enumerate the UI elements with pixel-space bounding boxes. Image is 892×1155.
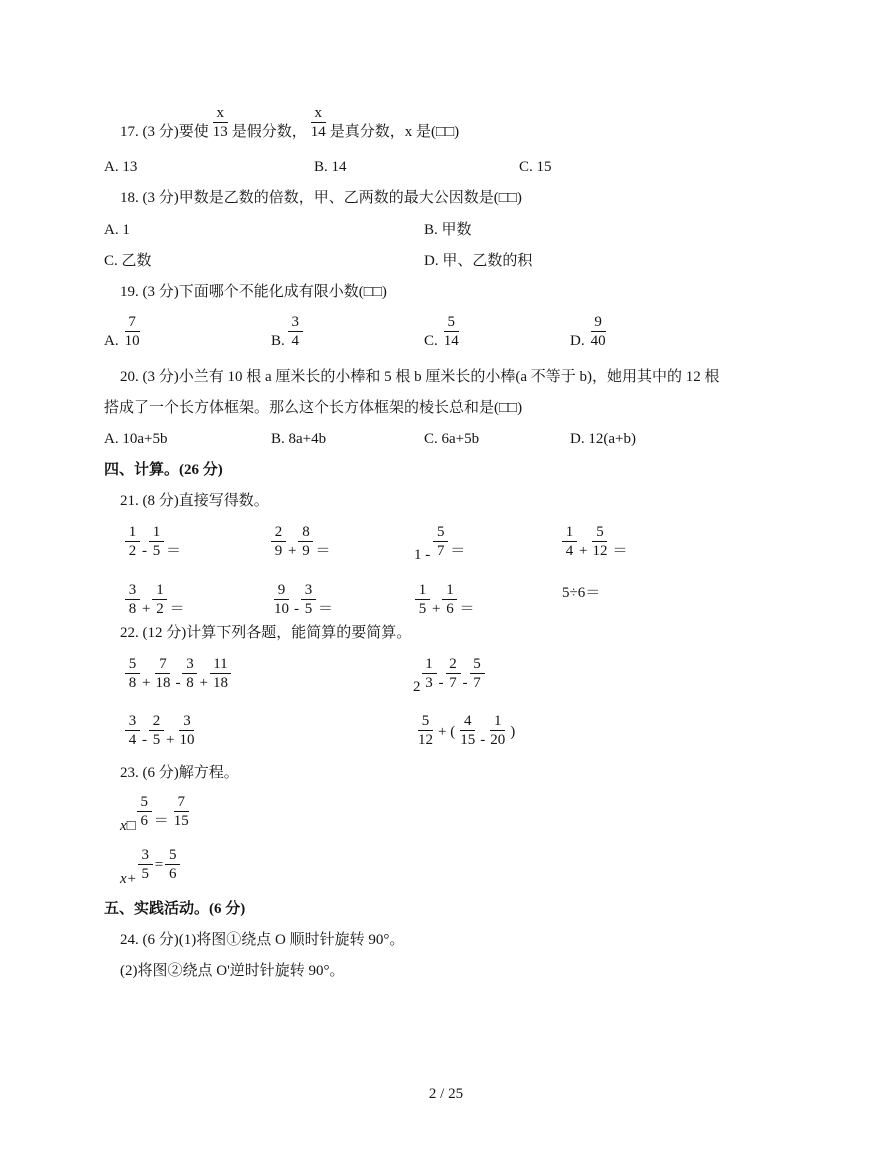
operator: + xyxy=(432,601,441,617)
q22-expression-2 xyxy=(413,655,486,695)
fraction-numerator: 5 xyxy=(418,712,433,731)
operator: + xyxy=(579,543,588,559)
question-20-stem-line-2: 搭成了一个长方体框架。那么这个长方体框架的棱长总和是(□□) xyxy=(104,400,523,416)
operator: + ( xyxy=(438,724,456,740)
fraction xyxy=(415,712,436,749)
fraction xyxy=(457,712,478,749)
q21-expression-6 xyxy=(270,581,334,618)
fraction xyxy=(446,655,461,692)
fraction xyxy=(441,313,462,350)
question-24-part-1: 24. (6 分)(1)将图①绕点 O 顺时针旋转 90°。 xyxy=(120,932,405,948)
fraction xyxy=(165,846,180,883)
question-20-option-b: B. 8a+4b xyxy=(271,431,327,447)
fraction-numerator: 3 xyxy=(125,712,140,731)
question-19-stem: 19. (3 分)下面哪个不能化成有限小数(□□) xyxy=(120,284,387,300)
fraction-denominator: 15 xyxy=(460,732,476,748)
fraction-numerator: 1 xyxy=(415,581,430,600)
fraction-denominator: 7 xyxy=(437,543,445,559)
question-17-option-b: B. 14 xyxy=(314,159,347,175)
fraction xyxy=(210,655,231,692)
question-18-option-c: C. 乙数 xyxy=(104,253,152,269)
q23-equation-1 xyxy=(120,793,193,834)
fraction-numerator: 5 xyxy=(444,313,459,332)
operator: - xyxy=(480,732,486,748)
fraction-numerator: 9 xyxy=(274,581,289,600)
fraction-numerator: 3 xyxy=(125,581,140,600)
section-4-heading: 四、计算。(26 分) xyxy=(104,462,223,478)
fraction-denominator: 3 xyxy=(425,675,433,691)
fraction-numerator: 5 xyxy=(470,655,485,674)
fraction-numerator: 5 xyxy=(137,793,152,812)
fraction-numerator: 5 xyxy=(433,523,448,542)
operator: - xyxy=(142,732,147,748)
fraction xyxy=(298,523,313,560)
question-18-option-b: B. 甲数 xyxy=(424,222,472,238)
fraction-denominator: 15 xyxy=(173,813,189,829)
question-19-option-c xyxy=(424,313,463,350)
fraction-numerator: 1 xyxy=(149,523,164,542)
fraction-denominator: 2 xyxy=(156,601,164,617)
fraction-numerator: 4 xyxy=(460,712,475,731)
fraction-denominator: 14 xyxy=(310,124,326,140)
fraction-denominator: 7 xyxy=(449,675,457,691)
question-18-option-a: A. 1 xyxy=(104,222,130,238)
fraction-numerator: 8 xyxy=(298,523,313,542)
fraction-numerator: 9 xyxy=(591,313,606,332)
fraction-numerator: x xyxy=(213,104,228,123)
option-label: D. xyxy=(570,333,585,349)
fraction-denominator: 8 xyxy=(128,675,137,691)
fraction-numerator: 3 xyxy=(179,712,194,731)
q21-expression-8: 5÷6＝ xyxy=(562,585,601,601)
fraction-denominator: 6 xyxy=(140,813,148,829)
fraction-denominator: 6 xyxy=(446,601,454,617)
fraction-numerator: 3 xyxy=(138,846,153,865)
fraction-numerator: 1 xyxy=(490,712,505,731)
question-20-stem-line-1: 20. (3 分)小兰有 10 根 a 厘米长的小棒和 5 根 b 厘米长的小棒(a 不等于 b)，她用其中的 12 根 xyxy=(120,369,720,385)
equals-sign: ＝ xyxy=(612,543,628,559)
fraction-numerator: 5 xyxy=(592,523,607,542)
fraction-denominator: 10 xyxy=(274,601,289,617)
fraction-denominator: 18 xyxy=(155,675,171,691)
fraction xyxy=(487,712,508,749)
option-label: B. xyxy=(271,333,285,349)
fraction-denominator: 4 xyxy=(565,543,574,559)
fraction xyxy=(271,523,286,560)
question-19-option-a xyxy=(104,313,144,350)
fraction xyxy=(152,655,173,692)
fraction-numerator: 7 xyxy=(174,793,189,812)
fraction xyxy=(288,313,303,350)
fraction xyxy=(125,523,140,560)
fraction-numerator: 11 xyxy=(210,655,230,674)
fraction-denominator: 4 xyxy=(291,333,300,349)
fraction-numerator: 2 xyxy=(149,712,164,731)
fraction xyxy=(301,581,316,618)
fraction-denominator: 7 xyxy=(473,675,481,691)
question-17-stem xyxy=(120,104,459,141)
fraction-numerator: 1 xyxy=(442,581,457,600)
fraction-numerator: 1 xyxy=(125,523,140,542)
question-20-option-c: C. 6a+5b xyxy=(424,431,480,447)
fraction-denominator: 9 xyxy=(274,543,283,559)
fraction xyxy=(271,581,292,618)
fraction xyxy=(138,846,153,883)
closing-parenthesis: ) xyxy=(510,724,516,740)
fraction-denominator: 14 xyxy=(443,333,459,349)
fraction-denominator: 18 xyxy=(212,675,228,691)
question-24-part-2: (2)将图②绕点 O'逆时针旋转 90°。 xyxy=(120,963,345,979)
fraction-denominator: 20 xyxy=(490,732,506,748)
fraction xyxy=(433,523,448,560)
question-21-stem: 21. (8 分)直接写得数。 xyxy=(120,493,269,509)
fraction xyxy=(125,712,140,749)
fraction-denominator: 12 xyxy=(418,732,433,748)
q21-expression-1 xyxy=(124,523,182,560)
question-17-text-middle: 是假分数， xyxy=(231,124,307,140)
fraction-denominator: 9 xyxy=(302,543,310,559)
q22-expression-1 xyxy=(124,655,232,692)
leading-term: 1 - xyxy=(414,547,431,563)
equation-variable: x□ xyxy=(120,818,136,834)
fraction-denominator: 40 xyxy=(590,333,606,349)
question-20-option-d: D. 12(a+b) xyxy=(570,431,636,447)
fraction xyxy=(422,655,437,692)
operator: - xyxy=(175,675,181,691)
fraction-denominator: 2 xyxy=(128,543,137,559)
question-18-option-d: D. 甲、乙数的积 xyxy=(424,253,533,269)
fraction-numerator: 3 xyxy=(301,581,316,600)
fraction-x-over-13 xyxy=(210,104,231,141)
operator: - xyxy=(438,675,444,691)
fraction-x-over-14 xyxy=(308,104,329,141)
operator: + xyxy=(142,675,151,691)
fraction-denominator: 5 xyxy=(141,866,150,882)
question-17-option-c: C. 15 xyxy=(519,159,552,175)
question-23-stem: 23. (6 分)解方程。 xyxy=(120,765,239,781)
equals-sign: ＝ xyxy=(169,601,185,617)
question-19-option-b xyxy=(271,313,304,350)
fraction-numerator: 3 xyxy=(288,313,303,332)
question-17-text-end: 是真分数，x 是(□□) xyxy=(329,124,460,140)
fraction-denominator: 5 xyxy=(152,543,161,559)
fraction-numerator: 7 xyxy=(125,313,140,332)
fraction-denominator: 5 xyxy=(152,732,161,748)
fraction xyxy=(182,655,197,692)
question-22-stem: 22. (12 分)计算下列各题，能简算的要简算。 xyxy=(120,625,412,641)
operator: + xyxy=(142,601,151,617)
fraction-numerator: 3 xyxy=(182,655,197,674)
fraction-numerator: 1 xyxy=(422,655,437,674)
operator: - xyxy=(142,543,147,559)
q21-expression-2 xyxy=(270,523,331,560)
q21-expression-5 xyxy=(124,581,185,618)
equals-sign: ＝ xyxy=(318,601,334,617)
fraction xyxy=(171,793,192,830)
fraction xyxy=(589,523,610,560)
fraction xyxy=(125,655,140,692)
q21-expression-7 xyxy=(414,581,475,618)
fraction xyxy=(470,655,485,692)
fraction xyxy=(122,313,143,350)
operator: + xyxy=(199,675,208,691)
equals-sign: ＝ xyxy=(459,601,475,617)
operator: + xyxy=(288,543,297,559)
fraction xyxy=(149,523,164,560)
equation-variable: x+ xyxy=(120,871,137,887)
fraction xyxy=(149,712,164,749)
operator: - xyxy=(462,675,468,691)
fraction-denominator: 5 xyxy=(304,601,313,617)
fraction-numerator: 7 xyxy=(155,655,170,674)
q23-equation-2 xyxy=(120,846,181,887)
fraction-numerator: x xyxy=(311,104,326,123)
option-label: A. xyxy=(104,333,119,349)
fraction-denominator: 5 xyxy=(418,601,427,617)
fraction-denominator: 12 xyxy=(592,543,608,559)
fraction xyxy=(588,313,609,350)
fraction-numerator: 5 xyxy=(165,846,180,865)
fraction xyxy=(125,581,140,618)
page-number: 2 / 25 xyxy=(428,1086,464,1102)
fraction xyxy=(415,581,430,618)
question-20-option-a: A. 10a+5b xyxy=(104,431,168,447)
fraction-denominator: 8 xyxy=(186,675,194,691)
fraction-denominator: 13 xyxy=(212,124,228,140)
q21-expression-4 xyxy=(561,523,628,560)
fraction-numerator: 5 xyxy=(125,655,140,674)
equals-sign: = xyxy=(154,857,164,873)
fraction-numerator: 2 xyxy=(271,523,286,542)
q21-expression-3 xyxy=(414,523,466,563)
question-18-stem: 18. (3 分)甲数是乙数的倍数，甲、乙两数的最大公因数是(□□) xyxy=(120,190,522,206)
operator: + xyxy=(166,732,175,748)
fraction-numerator: 1 xyxy=(152,581,167,600)
fraction-denominator: 10 xyxy=(179,732,195,748)
mixed-number-whole-part: 2 xyxy=(413,679,421,695)
fraction-denominator: 4 xyxy=(128,732,137,748)
fraction xyxy=(562,523,577,560)
fraction-denominator: 6 xyxy=(169,866,177,882)
fraction xyxy=(176,712,197,749)
equals-sign: ＝ xyxy=(166,543,182,559)
question-19-option-d xyxy=(570,313,610,350)
equals-sign: ＝ xyxy=(315,543,331,559)
fraction-numerator: 1 xyxy=(562,523,577,542)
fraction xyxy=(137,793,152,830)
fraction-numerator: 2 xyxy=(446,655,461,674)
fraction-denominator: 10 xyxy=(124,333,140,349)
fraction xyxy=(152,581,167,618)
fraction xyxy=(442,581,457,618)
q22-expression-4 xyxy=(414,712,516,749)
question-17-text-start: 17. (3 分)要使 xyxy=(120,124,209,140)
equals-sign: ＝ xyxy=(153,813,169,829)
operator: - xyxy=(294,601,299,617)
fraction-denominator: 8 xyxy=(128,601,137,617)
equals-sign: ＝ xyxy=(450,543,466,559)
q22-expression-3 xyxy=(124,712,198,749)
option-label: C. xyxy=(424,333,438,349)
section-5-heading: 五、实践活动。(6 分) xyxy=(104,901,246,917)
question-17-option-a: A. 13 xyxy=(104,159,138,175)
